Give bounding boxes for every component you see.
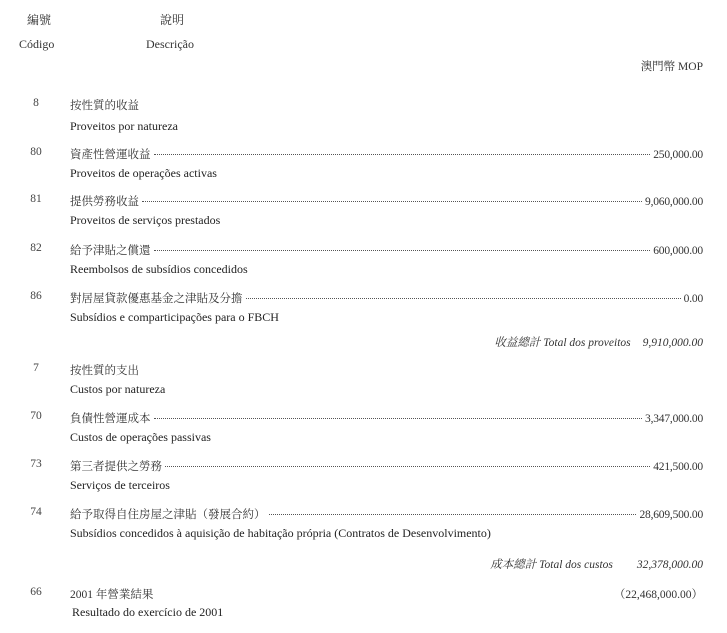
costs-total	[490, 556, 703, 572]
dot-leader	[246, 298, 681, 299]
item-leader	[70, 242, 703, 258]
item-code: 80	[30, 146, 42, 158]
dot-leader	[154, 250, 651, 251]
item-label-pt: Subsídios e comparticipações para o FBCH	[70, 310, 279, 324]
revenue-total-label: 收益總計 Total dos proveitos	[494, 337, 631, 349]
code-header-pt: Código	[19, 37, 55, 51]
item-code: 82	[30, 242, 42, 254]
item-code: 73	[30, 458, 42, 470]
code-header-zh: 編號	[27, 13, 52, 27]
item-code: 81	[30, 193, 42, 205]
item-label-pt: Custos de operações passivas	[70, 430, 211, 444]
item-label-zh: 負債性營運成本	[70, 413, 151, 425]
item-label-pt: Proveitos de serviços prestados	[70, 213, 221, 227]
currency-label: 澳門幣 MOP	[640, 61, 703, 73]
costs-total-label: 成本總計 Total dos custos	[490, 559, 613, 571]
item-amount: 28,609,500.00	[639, 509, 703, 521]
item-leader	[70, 410, 703, 426]
group-label-zh: 按性質的支出	[70, 365, 139, 377]
item-leader	[70, 290, 703, 306]
group-code: 8	[33, 97, 39, 109]
group-label-zh: 按性質的收益	[70, 100, 139, 112]
dot-leader	[142, 201, 642, 202]
item-label-pt: Serviços de terceiros	[70, 478, 170, 492]
dot-leader	[154, 418, 643, 419]
item-label-zh: 提供勞務收益	[70, 196, 139, 208]
item-amount: 600,000.00	[653, 245, 703, 257]
item-amount: 421,500.00	[653, 461, 703, 473]
item-leader	[70, 193, 703, 209]
group-label-pt: Custos por natureza	[70, 382, 166, 396]
description-header-pt: Descrição	[146, 37, 194, 51]
group-code: 7	[33, 362, 39, 374]
item-label-zh: 給予津貼之償還	[70, 245, 151, 257]
item-leader	[70, 458, 703, 474]
revenue-total-value: 9,910,000.00	[642, 337, 703, 349]
item-label-zh: 對居屋貸款優惠基金之津貼及分擔	[70, 293, 243, 305]
result-label-zh: 2001 年營業結果	[70, 589, 154, 601]
revenue-total	[494, 334, 703, 350]
item-code: 86	[30, 290, 42, 302]
item-leader	[70, 146, 703, 162]
dot-leader	[165, 466, 650, 467]
item-code: 70	[30, 410, 42, 422]
dot-leader	[269, 514, 637, 515]
costs-total-value: 32,378,000.00	[636, 559, 703, 571]
item-amount: 0.00	[683, 293, 703, 305]
group-label-pt: Proveitos por natureza	[70, 119, 178, 133]
item-label-pt: Reembolsos de subsídios concedidos	[70, 262, 248, 276]
dot-leader	[154, 154, 651, 155]
description-header-zh: 說明	[160, 13, 185, 27]
item-label-zh: 資產性營運收益	[70, 149, 151, 161]
item-code: 74	[30, 506, 42, 518]
result-label-pt: Resultado do exercício de 2001	[72, 605, 224, 619]
item-label-zh: 第三者提供之勞務	[70, 461, 162, 473]
item-amount: 250,000.00	[653, 149, 703, 161]
item-label-pt: Subsídios concedidos à aquisição de habitação própria (Contratos de Desenvolvimento)	[70, 526, 491, 540]
result-amount: （22,468,000.00）	[613, 589, 703, 601]
item-amount: 3,347,000.00	[645, 413, 703, 425]
item-leader	[70, 506, 703, 522]
item-amount: 9,060,000.00	[645, 196, 703, 208]
result-code: 66	[30, 586, 42, 598]
item-label-zh: 給予取得自住房屋之津貼（發展合約）	[70, 509, 266, 521]
item-label-pt: Proveitos de operações activas	[70, 166, 217, 180]
